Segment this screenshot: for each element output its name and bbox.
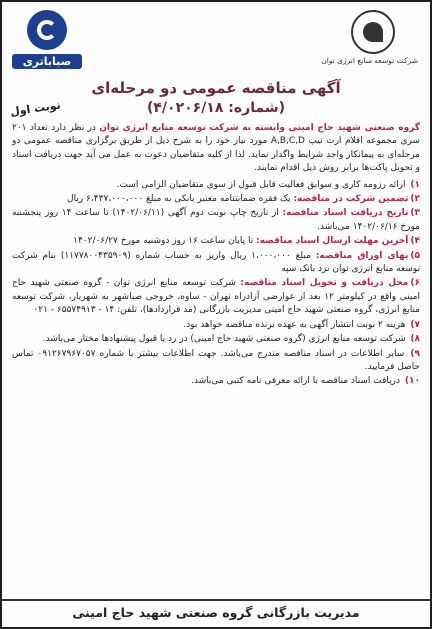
item-number: ۷) (410, 319, 420, 330)
saba-logo-icon (27, 10, 67, 50)
page-title: آگهی مناقصه عمومی دو مرحله‌ای (91, 79, 341, 97)
item-label: تضمین شرکت در مناقصه: (293, 194, 409, 205)
item-number: ۳) (410, 208, 420, 219)
footer-signature: مدیریت بازرگانی گروه صنعتی شهید حاج امینی (2, 599, 430, 627)
company-seal-icon (351, 10, 395, 54)
list-item (12, 333, 420, 346)
intro-body: در نظر دارد تعداد ۲۰۱ سری مجموعه اقلام ارت تیپ A,B,C,D مورد نیاز خود را به شرح ذیل از طریق برگزاری مناقصه عمومی دو مرحله‌ای به پیمانکار واجد شرایط واگذار نماید. لذا از کلیه متقاضیان دعوت به عمل می آید جهت دریافت اسناد و تحویل پاکت‌ها برابر روش ذیل اقدام نمایند. (12, 123, 421, 174)
list-item (12, 348, 420, 375)
item-number: ۶) (410, 278, 420, 289)
item-text: تا پایان ساعت ۱۶ روز دوشنبه مورخ ۱۴۰۲/۰۶/۲۷ (73, 236, 254, 247)
list-item (12, 179, 420, 192)
item-label: تاریخ دریافت اسناد مناقصه: (282, 208, 409, 219)
saba-battery-logo (12, 10, 82, 66)
item-text: از تاریخ چاپ نوبت دوم آگهی (۱۴۰۲/۰۶/۱۱) تا ساعت ۱۴ روز پنجشنبه مورخ ۱۴۰۲/۰۶/۱۶ می‌باشد. (12, 208, 420, 232)
list-item (12, 235, 420, 248)
item-text: هزینه ۲ نوبت انتشار آگهی به عهده برنده مناقصه خواهد بود. (183, 319, 406, 330)
item-text: سایر اطلاعات در اسناد مناقصه مندرج می‌باشد. جهت اطلاعات بیشتر با شماره ۰۹۱۲۶۷۹۶۷۰۵۷ تماس حاصل فرمایید. (12, 348, 420, 372)
item-text: شرکت توسعه منابع انرژی (گروه صنعتی شهید حاج امینی) در رد یا قبول پیشنهادها مختار می‌باشد. (42, 334, 406, 345)
item-text: شرکت توسعه منابع انرژی توان - گروه صنعتی شهید حاج امینی واقع در کیلومتر ۱۲ بعد از عوارضی آزادراه تهران - ساوه، خروجی صباشهر به شهریار، شرکت توسعه منابع انرژی، گروه صنعتی شهید حاج امینی مدیریت بازرگانی (مد قراردادها)، تلفن: ۱۴ - ۶۵۵۷۴۹۱۳ - ۰۲۱ (12, 278, 421, 316)
intro-paragraph (12, 122, 420, 176)
item-label: محل دریافت و تحویل اسناد مناقصه: (240, 278, 409, 289)
conditions-list (12, 179, 420, 389)
tender-number: (شماره: ۴/۰۲۰۶/۱۸) (146, 100, 286, 116)
saba-logo-text: صباباتری (12, 54, 82, 69)
item-label: بهای اوراق مناقصه: (315, 250, 409, 261)
list-item (12, 319, 420, 332)
list-item (12, 193, 420, 206)
item-number: ۵) (410, 250, 420, 261)
item-text: یک فقره ضمانتنامه معتبر بانکی به مبلغ ۶،۴۳۷،۰۰۰،۰۰۰ ریال (67, 194, 291, 205)
company-logo (321, 10, 418, 65)
item-text: مبلغ ۱،۰۰۰،۰۰۰ ریال واریز به حساب شماره (۱۱۷۷۸۰۰۴۳۵۹۰۹) بنام شرکت توسعه منابع انرژی توان نزد بانک سپه (12, 250, 420, 275)
item-number: ۱) (410, 179, 420, 190)
list-item (12, 375, 420, 388)
item-number: ۸) (410, 334, 420, 345)
item-number: ۲) (410, 194, 420, 205)
company-logo-text: شرکت توسعه منابع انرژی توان (321, 56, 418, 65)
round-label: نوبت اول (9, 98, 62, 119)
item-number: ۹) (410, 348, 420, 359)
list-item (12, 207, 420, 234)
item-label: آخرین مهلت ارسال اسناد مناقصه: (256, 236, 409, 247)
list-item (12, 277, 420, 317)
intro-highlight: گروه صنعتی شهید حاج امینی وابسته به شرکت توسعه منابع انرژی توان (99, 123, 420, 133)
item-text: ارائه رزومه کاری و سوابق فعالیت قابل قبول از سوی متقاضیان الزامی است. (116, 179, 406, 190)
item-number: ۴) (410, 236, 420, 247)
item-number: ۱۰) (404, 376, 420, 387)
list-item (12, 250, 420, 277)
item-text: دریافت اسناد مناقصه با ارائه معرفی نامه کتبی می‌باشد. (190, 376, 400, 387)
header (2, 2, 430, 74)
